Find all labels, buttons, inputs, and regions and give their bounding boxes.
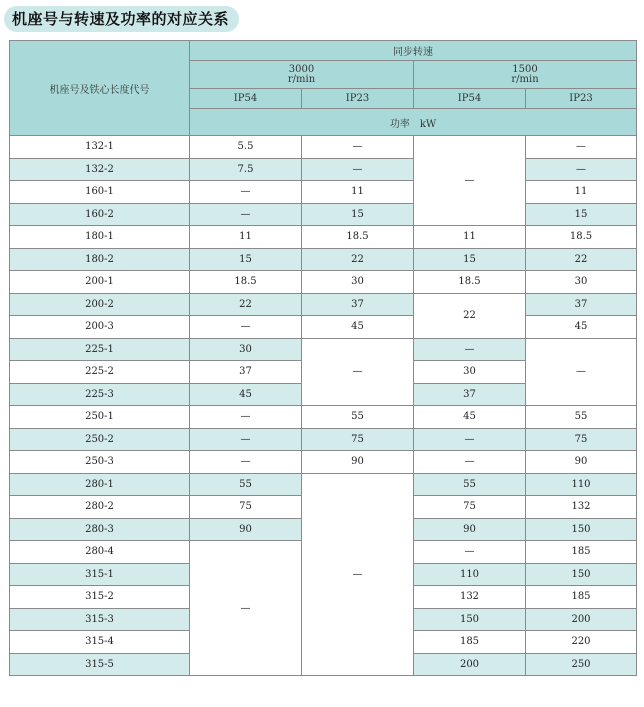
frame-cell: 200-1 xyxy=(10,271,190,294)
frame-cell: 132-1 xyxy=(10,136,190,159)
ip23-1500-cell: 150 xyxy=(526,518,637,541)
ip54-1500-cell: 55 xyxy=(414,473,526,496)
ip54-3000-cell: 55 xyxy=(190,473,302,496)
ip54-1500-cell: — xyxy=(414,541,526,564)
ip54-1500-cell: 18.5 xyxy=(414,271,526,294)
frame-cell: 250-1 xyxy=(10,406,190,429)
header-row-sync xyxy=(10,41,637,61)
ip54-3000-cell: — xyxy=(190,181,302,204)
ip54-3000-cell: 11 xyxy=(190,226,302,249)
frame-cell: 160-2 xyxy=(10,203,190,226)
ip54-1500-cell: 11 xyxy=(414,226,526,249)
ip23-3000-cell: 30 xyxy=(302,271,414,294)
table-row xyxy=(10,473,637,496)
frame-cell: 160-1 xyxy=(10,181,190,204)
ip23-3000-cell: — xyxy=(302,136,414,159)
page-title: 机座号与转速及功率的对应关系 xyxy=(4,6,239,32)
ip54-3000-cell: 90 xyxy=(190,518,302,541)
ip23-1500-cell: 22 xyxy=(526,248,637,271)
frame-cell: 315-3 xyxy=(10,608,190,631)
ip23-1500-cell: 11 xyxy=(526,181,637,204)
frame-cell: 315-4 xyxy=(10,631,190,654)
ip54-3000-cell: 22 xyxy=(190,293,302,316)
ip23-3000-cell: 55 xyxy=(302,406,414,429)
ip54-1500-cell: 37 xyxy=(414,383,526,406)
ip23-1500-cell: 200 xyxy=(526,608,637,631)
ip23-1500-cell: 15 xyxy=(526,203,637,226)
frame-cell: 280-2 xyxy=(10,496,190,519)
table-row xyxy=(10,338,637,361)
speed-3000-header xyxy=(190,61,414,89)
speed-3000-unit: r/min xyxy=(287,73,316,85)
ip23-1500-cell: 45 xyxy=(526,316,637,339)
ip54-3000-cell: 15 xyxy=(190,248,302,271)
ip23-1500-cell: 37 xyxy=(526,293,637,316)
ip23-1500-cell: 110 xyxy=(526,473,637,496)
ip23-1500-cell: 18.5 xyxy=(526,226,637,249)
speed-1500-unit: r/min xyxy=(511,73,539,85)
ip23-3000-cell: 11 xyxy=(302,181,414,204)
ip23-1500-merged-cell: — xyxy=(526,338,637,406)
table-row xyxy=(10,203,637,226)
ip54-1500-cell: 200 xyxy=(414,653,526,676)
ip54-3000-cell: — xyxy=(190,203,302,226)
ip23-3000-cell: 90 xyxy=(302,451,414,474)
frame-cell: 200-2 xyxy=(10,293,190,316)
ip23-3000-cell: 37 xyxy=(302,293,414,316)
ip54-3000-cell: — xyxy=(190,451,302,474)
ip54-1500-cell: 15 xyxy=(414,248,526,271)
ip54-1500-cell: — xyxy=(414,428,526,451)
ip54-3000-cell: — xyxy=(190,406,302,429)
ip54-3000-cell: 37 xyxy=(190,361,302,384)
frame-cell: 280-4 xyxy=(10,541,190,564)
frame-cell: 315-2 xyxy=(10,586,190,609)
table-row xyxy=(10,316,637,339)
ip23-3000-cell: 75 xyxy=(302,428,414,451)
frame-cell: 250-2 xyxy=(10,428,190,451)
ip54-1500-cell: — xyxy=(414,338,526,361)
ip54-1500-cell: — xyxy=(414,451,526,474)
ip23-3000-cell: 18.5 xyxy=(302,226,414,249)
ip54-1500-cell: 185 xyxy=(414,631,526,654)
ip54-1500-cell: 132 xyxy=(414,586,526,609)
ip23-1500-cell: 132 xyxy=(526,496,637,519)
ip23-1500-header: IP23 xyxy=(526,89,637,109)
ip23-1500-cell: 185 xyxy=(526,541,637,564)
ip23-1500-cell: 150 xyxy=(526,563,637,586)
table-row xyxy=(10,226,637,249)
ip54-3000-cell: 75 xyxy=(190,496,302,519)
frame-cell: 225-2 xyxy=(10,361,190,384)
ip23-1500-cell: 30 xyxy=(526,271,637,294)
ip54-3000-cell: 18.5 xyxy=(190,271,302,294)
frame-cell: 250-3 xyxy=(10,451,190,474)
power-unit-header: 功率 kW xyxy=(190,109,637,136)
frame-cell: 225-3 xyxy=(10,383,190,406)
ip23-3000-cell: 22 xyxy=(302,248,414,271)
ip54-1500-merged-cell: — xyxy=(414,136,526,226)
ip54-3000-cell: — xyxy=(190,428,302,451)
ip54-1500-header: IP54 xyxy=(414,89,526,109)
speed-1500-header xyxy=(414,61,637,89)
table-row xyxy=(10,451,637,474)
ip54-3000-cell: 7.5 xyxy=(190,158,302,181)
ip23-1500-cell: — xyxy=(526,158,637,181)
frame-cell: 315-1 xyxy=(10,563,190,586)
ip23-1500-cell: 90 xyxy=(526,451,637,474)
ip23-3000-cell: 15 xyxy=(302,203,414,226)
ip54-3000-merged-cell: — xyxy=(190,541,302,676)
ip23-1500-cell: 250 xyxy=(526,653,637,676)
frame-cell: 180-2 xyxy=(10,248,190,271)
table-row xyxy=(10,158,637,181)
table-row xyxy=(10,181,637,204)
speed-3000-value: 3000 xyxy=(288,63,315,75)
frame-cell: 200-3 xyxy=(10,316,190,339)
table-row xyxy=(10,271,637,294)
frame-label-header: 机座号及铁心长度代号 xyxy=(10,41,190,136)
ip23-1500-cell: 185 xyxy=(526,586,637,609)
ip23-1500-cell: 75 xyxy=(526,428,637,451)
frame-cell: 180-1 xyxy=(10,226,190,249)
ip23-1500-cell: — xyxy=(526,136,637,159)
ip54-1500-cell: 150 xyxy=(414,608,526,631)
ip54-1500-cell: 30 xyxy=(414,361,526,384)
frame-cell: 315-5 xyxy=(10,653,190,676)
speed-1500-value: 1500 xyxy=(512,63,538,75)
ip54-1500-cell: 75 xyxy=(414,496,526,519)
ip54-3000-header: IP54 xyxy=(190,89,302,109)
sync-speed-header: 同步转速 xyxy=(190,41,637,61)
table-row xyxy=(10,428,637,451)
ip23-3000-header: IP23 xyxy=(302,89,414,109)
ip54-3000-cell: 30 xyxy=(190,338,302,361)
ip23-3000-cell: 45 xyxy=(302,316,414,339)
ip54-1500-cell: 110 xyxy=(414,563,526,586)
frame-cell: 225-1 xyxy=(10,338,190,361)
frame-cell: 132-2 xyxy=(10,158,190,181)
table-row xyxy=(10,248,637,271)
table-row xyxy=(10,406,637,429)
frame-cell: 280-3 xyxy=(10,518,190,541)
ip23-3000-merged-cell: — xyxy=(302,473,414,676)
ip54-3000-cell: 5.5 xyxy=(190,136,302,159)
ip54-3000-cell: 45 xyxy=(190,383,302,406)
spec-table xyxy=(9,40,637,676)
ip23-3000-cell: — xyxy=(302,158,414,181)
ip54-1500-merged-cell: 22 xyxy=(414,293,526,338)
table-row xyxy=(10,136,637,159)
ip54-1500-cell: 45 xyxy=(414,406,526,429)
table-row xyxy=(10,293,637,316)
ip54-1500-cell: 90 xyxy=(414,518,526,541)
ip54-3000-cell: — xyxy=(190,316,302,339)
ip23-3000-merged-cell: — xyxy=(302,338,414,406)
ip23-1500-cell: 55 xyxy=(526,406,637,429)
frame-cell: 280-1 xyxy=(10,473,190,496)
ip23-1500-cell: 220 xyxy=(526,631,637,654)
